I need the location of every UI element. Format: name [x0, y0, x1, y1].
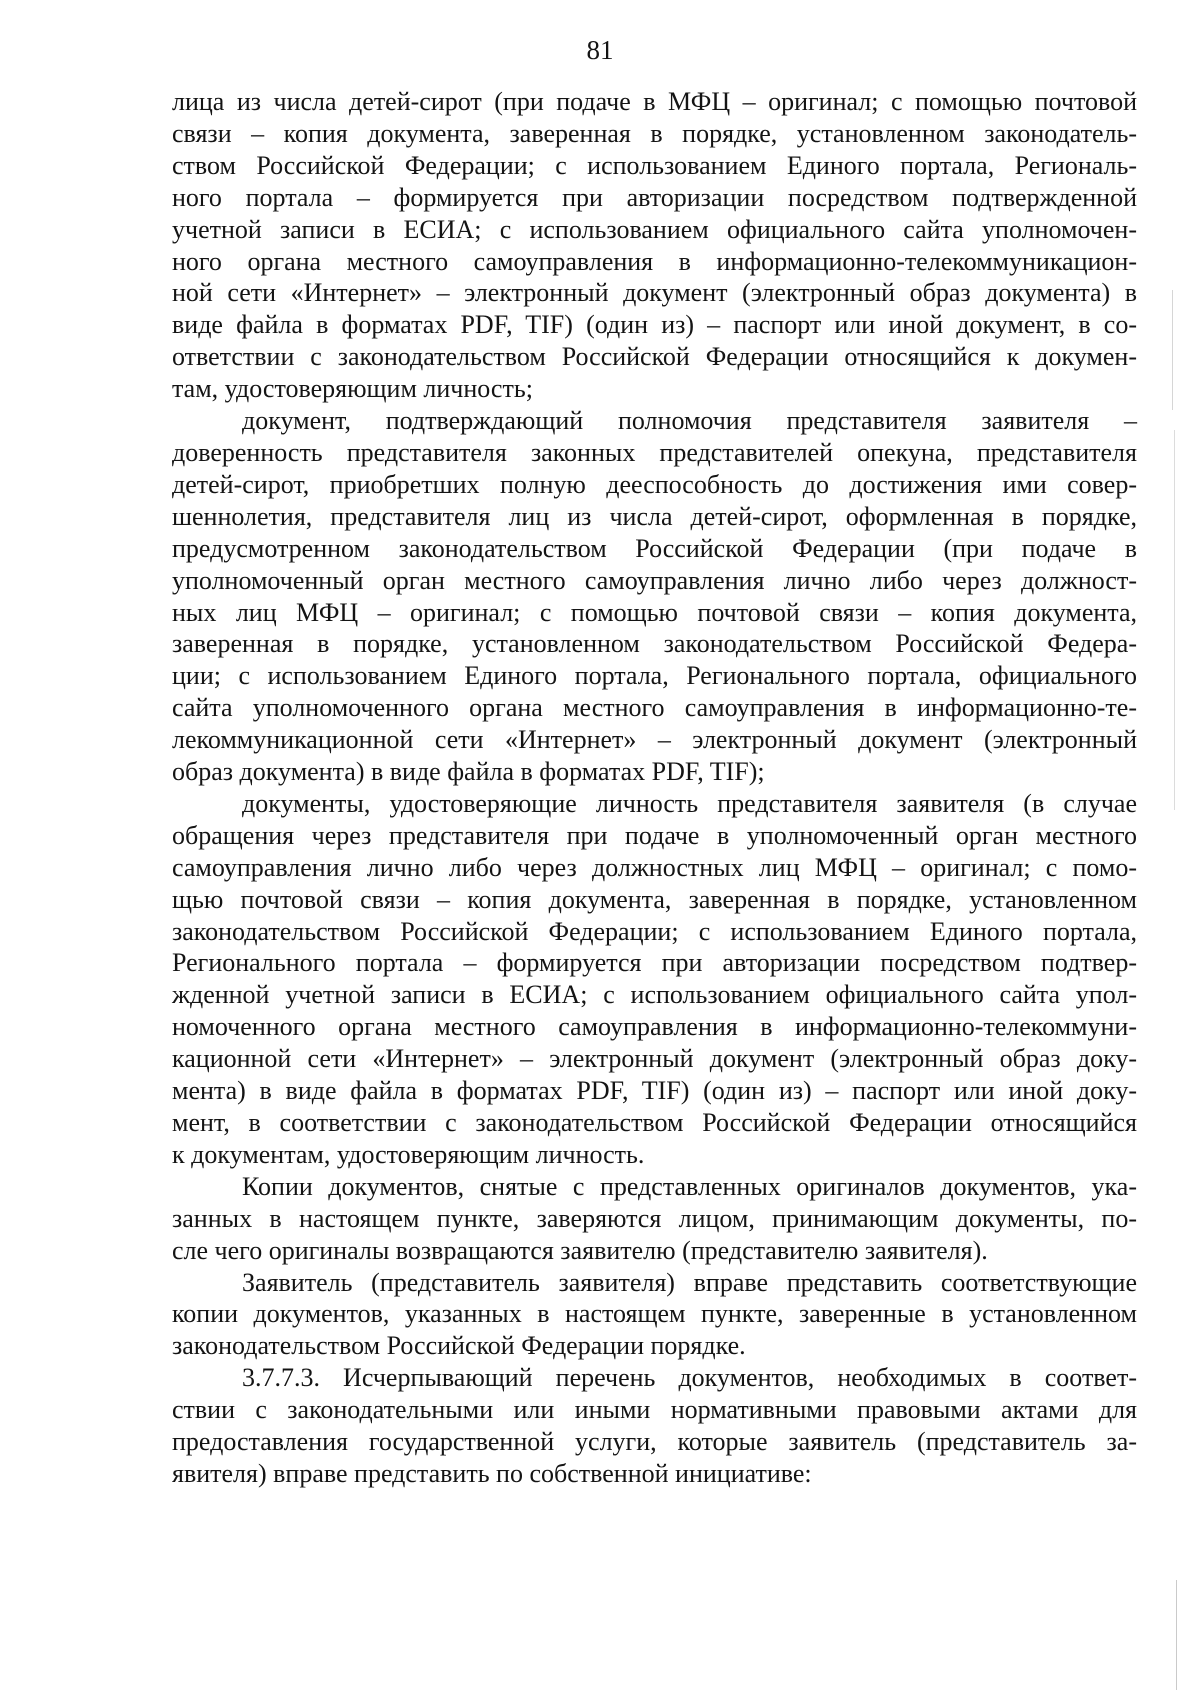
text-line: занных в настоящем пункте, заверяются лицом, принимающим документы, по-: [172, 1203, 1137, 1233]
text-line: документ, подтверждающий полномочия представителя заявителя –: [242, 406, 1137, 436]
paragraph-representative-identity-docs: [172, 788, 1137, 1171]
text-line: уполномоченный орган местного самоуправления лично либо через должност-: [172, 565, 1137, 595]
text-line: щью почтовой связи – копия документа, заверенная в порядке, установленном: [172, 884, 1137, 914]
text-line: лица из числа детей-сирот (при подаче в МФЦ – оригинал; с помощью почтовой: [172, 87, 1137, 116]
text-line: ством Российской Федерации; с использованием Единого портала, Региональ-: [172, 150, 1137, 180]
text-line: кационной сети «Интернет» – электронный документ (электронный образ доку-: [172, 1044, 1137, 1074]
text-line: законодательством Российской Федерации порядке.: [172, 1331, 746, 1361]
text-line: мента) в виде файла в форматах PDF, TIF) (один из) – паспорт или иной доку-: [172, 1076, 1137, 1106]
text-line: обращения через представителя при подаче в уполномоченный орган местного: [172, 820, 1137, 850]
text-line: к документам, удостоверяющим личность.: [172, 1139, 645, 1169]
text-line: ной сети «Интернет» – электронный документ (электронный образ документа) в: [172, 278, 1137, 308]
text-line: документы, удостоверяющие личность представителя заявителя (в случае: [242, 788, 1137, 818]
scan-artifact: [1176, 1580, 1177, 1690]
text-line: детей-сирот, приобретших полную дееспособность до достижения ими совер-: [172, 469, 1137, 499]
paragraph-section-3-7-7-3: [172, 1362, 1137, 1490]
page-number: 81: [586, 35, 614, 65]
paragraph-applicant-right-to-submit-copies: [172, 1267, 1137, 1363]
text-line: ствии с законодательными или иными нормативными правовыми актами для: [172, 1395, 1137, 1425]
paragraph-copies-certification: [172, 1171, 1137, 1267]
text-line: номоченного органа местного самоуправления в информационно-телекоммуни-: [172, 1012, 1137, 1042]
text-line: ного органа местного самоуправления в информационно-телекоммуникацион-: [172, 246, 1137, 276]
text-line: там, удостоверяющим личность;: [172, 374, 533, 404]
text-line: сайта уполномоченного органа местного самоуправления в информационно-те-: [172, 693, 1137, 723]
text-line: ответствии с законодательством Российской Федерации относящийся к докумен-: [172, 342, 1137, 372]
text-line: ции; с использованием Единого портала, Регионального портала, официального: [172, 661, 1137, 691]
scan-artifact: [1172, 290, 1173, 410]
text-line: Копии документов, снятые с представленных оригиналов документов, ука-: [242, 1171, 1137, 1201]
text-line: самоуправления лично либо через должностных лиц МФЦ – оригинал; с помо-: [172, 852, 1137, 882]
text-line: предоставления государственной услуги, которые заявитель (представитель за-: [172, 1427, 1137, 1457]
text-line: виде файла в форматах PDF, TIF) (один из) – паспорт или иной документ, в со-: [172, 310, 1137, 340]
text-line: образ документа) в виде файла в форматах PDF, TIF);: [172, 757, 765, 787]
text-line: Регионального портала – формируется при авторизации посредством подтвер-: [172, 948, 1137, 978]
text-line: учетной записи в ЕСИА; с использованием официального сайта уполномочен-: [172, 214, 1137, 244]
text-line: предусмотренном законодательством Российской Федерации (при подаче в: [172, 533, 1137, 563]
text-line: мент, в соответствии с законодательством Российской Федерации относящийся: [172, 1108, 1137, 1137]
text-line: ного портала – формируется при авторизации посредством подтвержденной: [172, 182, 1137, 212]
text-line: доверенность представителя законных представителей опекуна, представителя: [172, 437, 1137, 467]
text-line: заверенная в порядке, установленном законодательством Российской Федера-: [172, 629, 1137, 659]
paragraph-applicant-identity-doc-tail: [172, 86, 1137, 405]
text-line: шеннолетия, представителя лиц из числа детей-сирот, оформленная в порядке,: [172, 501, 1137, 531]
text-line: жденной учетной записи в ЕСИА; с использованием официального сайта упол-: [172, 980, 1137, 1010]
text-line: связи – копия документа, заверенная в порядке, установленном законодатель-: [172, 118, 1137, 148]
text-line: лекоммуникационной сети «Интернет» – электронный документ (электронный: [172, 725, 1137, 755]
text-line: сле чего оригиналы возвращаются заявителю (представителю заявителя).: [172, 1235, 988, 1265]
text-line: ных лиц МФЦ – оригинал; с помощью почтовой связи – копия документа,: [172, 597, 1137, 627]
text-line: Заявитель (представитель заявителя) вправе представить соответствующие: [242, 1267, 1137, 1297]
text-line: явителя) вправе представить по собственной инициативе:: [172, 1458, 812, 1488]
document-body: [172, 86, 1137, 1490]
paragraph-representative-authority-doc: [172, 405, 1137, 788]
text-line: копии документов, указанных в настоящем пункте, заверенные в установленном: [172, 1299, 1137, 1329]
scan-artifact: [1174, 430, 1175, 810]
text-line: 3.7.7.3. Исчерпывающий перечень документов, необходимых в соответ-: [242, 1363, 1137, 1393]
text-line: законодательством Российской Федерации; с использованием Единого портала,: [172, 916, 1137, 946]
